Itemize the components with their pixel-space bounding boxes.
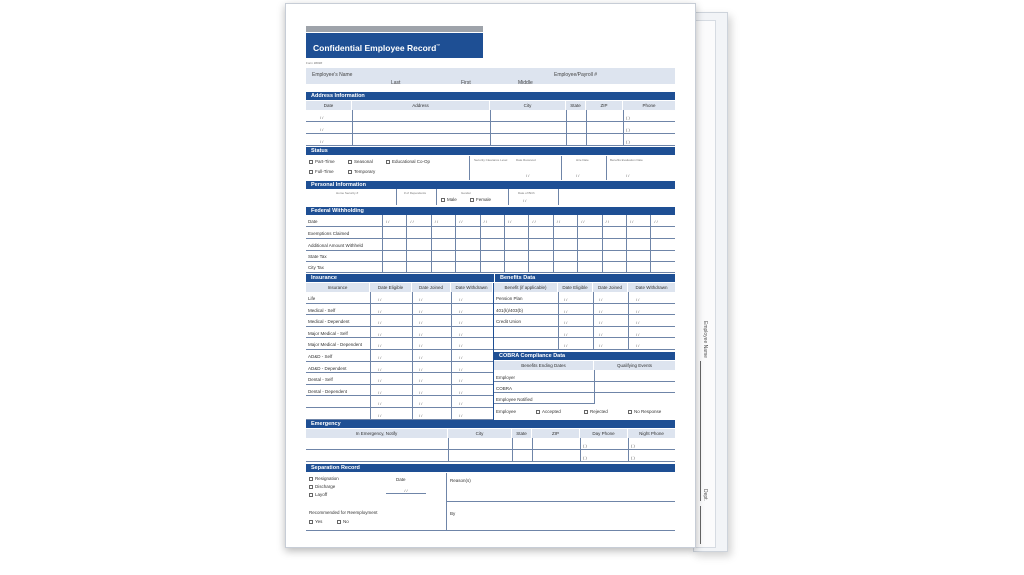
insurance-date-slash: / / [378, 366, 382, 372]
em-col-state: State [512, 429, 532, 438]
dependents-label: # of Dependents [404, 191, 427, 195]
divider [436, 189, 437, 205]
opt-label: Part-Time [315, 159, 335, 164]
em-col-zip: ZIP [532, 429, 580, 438]
tab-dept-label: Dept. [702, 489, 708, 501]
fed-col-divider [528, 215, 529, 273]
fed-date-slash: / / [654, 219, 658, 224]
opt-label: Full-Time [315, 169, 334, 174]
benefit-date-slash: / / [599, 331, 603, 337]
sep-resignation[interactable] [309, 476, 339, 481]
benefit-date-slash: / / [564, 297, 568, 302]
em-col-notify: In Emergency, Notify [306, 429, 448, 438]
addr-col-address: Address [352, 101, 490, 110]
opt-label: Educational Co-Op [392, 159, 431, 164]
fed-col-divider [504, 215, 505, 273]
benefit-date-slash: / / [636, 297, 640, 302]
divider [512, 438, 513, 462]
insurance-row [306, 396, 493, 408]
emp-sub-first: First [461, 80, 471, 86]
insurance-date-slash: / / [459, 366, 463, 372]
insurance-date-slash: / / [378, 413, 382, 418]
fed-row [306, 239, 675, 251]
addr-phone-fill: ( ) [626, 115, 630, 120]
fed-date-slash: / / [532, 219, 536, 224]
fed-row [306, 215, 675, 227]
fed-date-slash: / / [410, 219, 414, 224]
divider [606, 156, 607, 180]
cobra-rejected[interactable] [584, 409, 608, 414]
gender-label: Gender [461, 191, 472, 195]
fed-date-slash: / / [605, 219, 609, 224]
hire-date-label: Hire Date [576, 158, 589, 162]
insurance-row [306, 315, 493, 327]
tab-name-label: Employee Name [702, 321, 708, 358]
employee-name-bar [306, 68, 675, 84]
insurance-date-slash: / / [419, 320, 423, 326]
fed-row-label: Date [308, 219, 318, 224]
benefits-section-title: Benefits Data [494, 274, 675, 282]
insurance-row-label: Medical - Dependent [308, 319, 350, 325]
insurance-date-slash: / / [459, 297, 463, 302]
trademark-mark: ™ [436, 43, 441, 48]
em-row [306, 450, 675, 462]
form-code: Form ##### [306, 61, 323, 65]
insurance-row-label: AD&D - Self [308, 354, 333, 359]
opt-label: No Response [634, 409, 662, 414]
status-opt-temporary[interactable] [348, 169, 375, 174]
checkbox-icon [470, 198, 474, 202]
insurance-row-label: AD&D - Dependent [308, 365, 347, 371]
opt-label: Resignation [315, 476, 339, 481]
status-opt-part-time[interactable] [309, 159, 335, 164]
divider [628, 438, 629, 462]
fed-row-label: State Tax [308, 254, 327, 259]
addr-col-phone: Phone [623, 101, 675, 110]
benefit-date-slash: / / [599, 343, 603, 349]
divider [558, 292, 559, 350]
divider [352, 110, 353, 146]
insurance-date-slash: / / [459, 378, 463, 384]
divider [594, 370, 595, 404]
insurance-date-slash: / / [419, 378, 423, 384]
status-opt-coop[interactable] [386, 159, 430, 164]
form-title-text: Confidential Employee Record [313, 42, 437, 53]
opt-label: Temporary [354, 169, 376, 174]
ben-col-withdrawn: Date Withdrawn [628, 283, 675, 292]
fed-row-label: Additional Amount Withheld [308, 243, 364, 248]
fed-col-divider [602, 215, 603, 273]
dob-label: Date of Birth [518, 191, 535, 195]
opt-label: No [343, 519, 349, 524]
divider [370, 292, 371, 420]
divider [451, 292, 452, 420]
cobra-row [494, 393, 594, 404]
insurance-date-slash: / / [378, 389, 382, 395]
addr-phone-fill: ( ) [626, 139, 630, 144]
ben-col-eligible: Date Eligible [558, 283, 593, 292]
insurance-row [306, 408, 493, 420]
insurance-date-slash: / / [378, 378, 382, 384]
insurance-date-slash: / / [419, 308, 423, 314]
cobra-row-label: COBRA [496, 386, 513, 391]
benefit-date-slash: / / [564, 331, 568, 337]
addr-phone-fill: ( ) [626, 127, 630, 132]
insurance-date-slash: / / [419, 355, 423, 360]
cobra-row-label: Employee Notified [496, 397, 533, 402]
divider [623, 110, 624, 146]
security-level-label: Security Clearance Level [474, 158, 508, 162]
cobra-row [494, 382, 675, 393]
benefit-date-slash: / / [599, 308, 603, 314]
insurance-row-label: Dental - Dependent [308, 388, 348, 394]
sep-date-label: Date [396, 477, 406, 482]
cobra-col-ending: Benefits Ending Dates [494, 361, 594, 370]
fed-col-divider [455, 215, 456, 273]
opt-label: Yes [315, 519, 323, 524]
addr-col-zip: ZIP [586, 101, 623, 110]
status-opt-seasonal[interactable] [348, 159, 373, 164]
insurance-row-label: Major Medical - Dependent [308, 342, 363, 348]
benefit-row [494, 327, 675, 339]
em-phone-fill: ( ) [583, 443, 587, 448]
emp-sub-middle: Middle [518, 80, 533, 86]
checkbox-icon [309, 160, 313, 164]
cobra-section-title: COBRA Compliance Data [494, 352, 675, 360]
tab-name-line [700, 361, 701, 501]
checkbox-icon [386, 160, 390, 164]
checkbox-icon [309, 477, 313, 481]
divider [508, 189, 509, 205]
fed-date-slash: / / [556, 219, 561, 224]
divider [469, 156, 470, 180]
status-opt-full-time[interactable] [309, 169, 334, 174]
fed-col-divider [650, 215, 651, 273]
fed-date-slash: / / [630, 219, 634, 224]
insurance-date-slash: / / [459, 320, 463, 326]
checkbox-icon [348, 160, 352, 164]
insurance-row [306, 292, 493, 304]
insurance-date-slash: / / [459, 355, 463, 360]
sep-bottom-line [306, 509, 675, 531]
ben-col-benefit: Benefit (if applicable) [494, 283, 558, 292]
insurance-date-slash: / / [378, 308, 382, 314]
separation-section-title: Separation Record [306, 464, 675, 472]
insurance-date-slash: / / [378, 297, 382, 302]
benefit-date-slash: / / [636, 308, 640, 314]
insurance-row [306, 327, 493, 339]
fed-col-divider [553, 215, 554, 273]
insurance-row-label: Dental - Self [308, 377, 333, 383]
checkbox-icon [309, 493, 313, 497]
benefits-eval-label: Benefits Evaluation Date [610, 158, 643, 162]
ins-col-eligible: Date Eligible [370, 283, 412, 292]
insurance-row [306, 338, 493, 350]
form-page [285, 3, 696, 548]
divider [412, 292, 413, 420]
insurance-section-title: Insurance [306, 274, 494, 282]
divider [561, 156, 562, 180]
sep-by-label: By [450, 511, 456, 516]
insurance-row-label: Medical - Self [308, 307, 336, 313]
fed-date-slash: / / [459, 219, 463, 224]
cobra-no-response[interactable] [628, 409, 661, 414]
divider [396, 189, 397, 205]
divider [586, 110, 587, 146]
checkbox-icon [348, 170, 352, 174]
fed-col-divider [431, 215, 432, 273]
insurance-row [306, 304, 493, 316]
em-row [306, 438, 675, 450]
insurance-row [306, 350, 493, 362]
checkbox-icon [309, 170, 313, 174]
title-top-bar [306, 26, 483, 32]
checkbox-icon [584, 410, 588, 414]
date-slash: / / [626, 173, 630, 178]
benefit-date-slash: / / [564, 343, 568, 349]
date-received-label: Date Received [516, 158, 536, 162]
ins-col-withdrawn: Date Withdrawn [451, 283, 493, 292]
ins-col-joined: Date Joined [412, 283, 451, 292]
home-security-label: Home Security # [336, 191, 359, 195]
checkbox-icon [309, 485, 313, 489]
opt-label: Accepted [542, 409, 561, 414]
benefit-date-slash: / / [599, 320, 603, 326]
divider [580, 438, 581, 462]
insurance-date-slash: / / [459, 343, 463, 349]
sep-discharge[interactable] [309, 484, 335, 489]
opt-label: Male [447, 197, 457, 202]
sep-date-slash: / / [386, 488, 426, 494]
insurance-date-slash: / / [419, 297, 423, 302]
fed-row [306, 262, 675, 273]
fed-col-divider [406, 215, 407, 273]
opt-label: Rejected [590, 409, 608, 414]
addr-date-slash: / / [320, 127, 324, 132]
cobra-accepted[interactable] [536, 409, 561, 414]
divider [558, 189, 559, 205]
insurance-date-slash: / / [419, 366, 423, 372]
fed-date-slash: / / [581, 219, 585, 224]
gender-male[interactable] [441, 197, 457, 202]
fed-date-slash: / / [508, 219, 512, 224]
fed-row [306, 251, 675, 262]
insurance-date-slash: / / [459, 401, 463, 407]
insurance-date-slash: / / [419, 343, 423, 349]
sep-reason-label: Reason(s) [450, 478, 471, 483]
ben-col-joined: Date Joined [593, 283, 628, 292]
dob-slash: / / [523, 198, 527, 203]
insurance-row-label: Life [308, 296, 316, 301]
fed-col-divider [577, 215, 578, 273]
employee-name-label: Employee's Name [312, 72, 353, 78]
benefit-row-label: Pension Plan [496, 296, 523, 301]
insurance-date-slash: / / [419, 389, 423, 395]
benefit-row [494, 304, 675, 316]
date-slash: / / [576, 173, 580, 178]
federal-section-title: Federal Withholding [306, 207, 675, 215]
fed-row-label: City Tax [308, 265, 324, 270]
checkbox-icon [441, 198, 445, 202]
fed-date-slash: / / [386, 219, 390, 224]
sep-recommend-label: Recommended for Reemployment [309, 510, 378, 515]
insurance-date-slash: / / [459, 413, 463, 418]
benefit-row [494, 292, 675, 304]
benefit-date-slash: / / [599, 297, 603, 302]
em-col-day-phone: Day Phone [580, 429, 628, 438]
cobra-employee-label: Employee [496, 409, 517, 414]
sep-layoff[interactable] [309, 492, 327, 497]
insurance-date-slash: / / [459, 389, 463, 395]
addr-col-date: Date [306, 101, 352, 110]
fed-row [306, 227, 675, 239]
sep-reason-line [446, 482, 675, 502]
insurance-row [306, 373, 493, 385]
em-col-night-phone: Night Phone [628, 429, 675, 438]
opt-label: Seasonal [354, 159, 373, 164]
benefit-date-slash: / / [636, 320, 640, 326]
fed-date-slash: / / [434, 219, 439, 224]
benefit-row-label: 401(k)/403(b) [496, 307, 524, 313]
benefit-row [494, 315, 675, 327]
fed-col-divider [382, 215, 383, 273]
address-section-title: Address Information [306, 92, 675, 100]
insurance-date-slash: / / [378, 320, 382, 326]
opt-label: Layoff [315, 492, 328, 497]
insurance-row-label: Major Medical - Self [308, 330, 348, 336]
divider [490, 110, 491, 146]
opt-label: Discharge [315, 484, 336, 489]
fed-date-slash: / / [483, 219, 487, 224]
gender-female[interactable] [470, 197, 491, 202]
cobra-row-label: Employer [496, 375, 516, 380]
insurance-date-slash: / / [378, 343, 382, 349]
benefit-date-slash: / / [564, 308, 568, 314]
insurance-date-slash: / / [378, 331, 382, 337]
em-col-city: City [448, 429, 512, 438]
checkbox-icon [628, 410, 632, 414]
checkbox-icon [536, 410, 540, 414]
fed-row-label: Exemptions Claimed [308, 231, 350, 236]
fed-col-divider [626, 215, 627, 273]
divider [593, 292, 594, 350]
insurance-row [306, 385, 493, 397]
addr-date-slash: / / [320, 115, 324, 120]
benefit-date-slash: / / [636, 343, 640, 349]
insurance-date-slash: / / [459, 308, 463, 314]
emergency-section-title: Emergency [306, 420, 675, 428]
status-section-title: Status [306, 147, 675, 155]
benefit-date-slash: / / [636, 331, 640, 337]
insurance-date-slash: / / [419, 413, 423, 418]
insurance-date-slash: / / [378, 401, 382, 407]
addr-col-state: State [566, 101, 586, 110]
benefit-date-slash: / / [564, 320, 568, 326]
date-slash: / / [526, 173, 530, 178]
cobra-col-events: Qualifying Events [594, 361, 675, 370]
emp-sub-last: Last [391, 80, 401, 86]
divider [532, 438, 533, 462]
addr-col-city: City [490, 101, 566, 110]
divider [628, 292, 629, 350]
benefit-row [494, 338, 675, 350]
insurance-date-slash: / / [459, 331, 463, 337]
insurance-date-slash: / / [419, 401, 423, 407]
insurance-row [306, 362, 493, 374]
tab-dept-line [700, 506, 701, 544]
divider [566, 110, 567, 146]
em-phone-fill: ( ) [631, 443, 635, 448]
payroll-label: Employee/Payroll # [554, 72, 598, 78]
insurance-date-slash: / / [378, 355, 382, 360]
em-phone-fill: ( ) [583, 455, 587, 460]
opt-label: Female [476, 197, 492, 202]
form-title [306, 33, 483, 58]
em-phone-fill: ( ) [631, 455, 635, 460]
fed-col-divider [480, 215, 481, 273]
ins-col-insurance: Insurance [306, 283, 370, 292]
insurance-date-slash: / / [419, 331, 423, 337]
cobra-row [494, 370, 675, 382]
personal-section-title: Personal Information [306, 181, 675, 189]
benefit-row-label: Credit Union [496, 319, 522, 325]
divider [448, 438, 449, 462]
addr-date-slash: / / [320, 139, 324, 144]
